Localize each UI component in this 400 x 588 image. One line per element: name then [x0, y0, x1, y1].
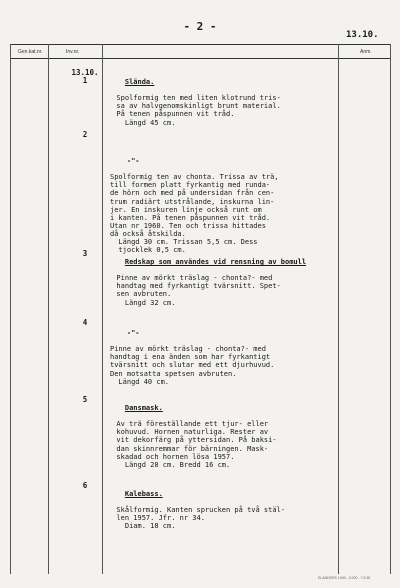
catalog-entry: [110, 321, 274, 402]
entry-number: 2: [82, 130, 88, 139]
catalog-entry: [108, 396, 277, 485]
column-header-genkat: Gen.kat.nr.: [18, 49, 43, 55]
entry-number: 4: [82, 318, 88, 327]
column-divider-right: [390, 44, 391, 574]
column-header-anm: Anm.: [360, 49, 372, 55]
document-id: 13.10.: [346, 30, 379, 40]
page-number: - 2 -: [183, 20, 217, 33]
entry-title: Kalebass.: [124, 490, 163, 499]
entry-number: 3: [82, 249, 88, 258]
entry-description: Spolformig ten av chonta. Trissa av trä, till formen platt fyrkantig med runda- de hörn och med på undersidan från cen- trum radiärt utstrålande, inskurna lin- jer. En inskuren linje också runt om i kanten. På tenen påspunnen vit tråd. Utan nr 1960. Ten och trissa hittades då också åtskilda. Längd 30 cm. Trissan 5,5 cm. Dess tjocklek 0,5 cm.: [110, 173, 279, 255]
entry-title: -"-: [126, 157, 140, 166]
entry-title: Redskap som användes vid rensning av bomull: [124, 258, 307, 267]
entry-description: Pinne av mörkt träslag - chonta?- med handtag med fyrkantigt tvärsnitt. Spet- sen avbruten. Längd 32 cm.: [116, 274, 281, 307]
entry-description: Skålformig. Kanten sprucken på två stäl- len 1957. Jfr. nr 34. Diam. 18 cm.: [116, 506, 286, 531]
entry-number: 5: [82, 395, 88, 404]
entry-description: Pinne av mörkt träslag - chonta?- med handtag i ena änden som har fyrkantigt tvärsnitt och slutar med ett djurhuvud. Den motsatta spetsen avbruten. Längd 40 cm.: [110, 345, 275, 386]
column-divider-genkat: [48, 44, 49, 574]
column-divider-anm: [338, 44, 339, 574]
column-header-inv: Inv.nr.: [66, 49, 80, 55]
entry-number: 6: [82, 481, 88, 490]
column-divider-inv: [102, 44, 103, 574]
header-bottom-rule: [10, 58, 390, 59]
entry-description: Av trä föreställande ett tjur- eller kohuvud. Hornen naturliga. Rester av vit dekorfärg på yttersidan. På baksi- dan skinnremmar för bärningen. Mask- skadad och hornen lösa 1957. Längd 28 cm. Bredd 16 cm.: [116, 420, 277, 469]
catalog-entry: [108, 250, 306, 323]
entry-title: -"-: [126, 329, 140, 338]
header-top-rule: [10, 44, 390, 45]
printer-imprint: ELANDERS 1949 - 2.000 - 7.5.50: [318, 576, 371, 580]
catalog-entry: [108, 70, 281, 143]
entry-title: Slända.: [124, 78, 155, 87]
entry-description: Spolformig ten med liten klotrund tris- sa av halvgenomskinligt brunt material. På tenen påspunnen vit tråd. Längd 45 cm.: [116, 94, 281, 127]
column-divider-left: [10, 44, 11, 574]
entry-number: 13.10. 1: [71, 68, 99, 85]
entry-title: Dansmask.: [124, 404, 163, 413]
catalog-entry: [108, 482, 285, 547]
